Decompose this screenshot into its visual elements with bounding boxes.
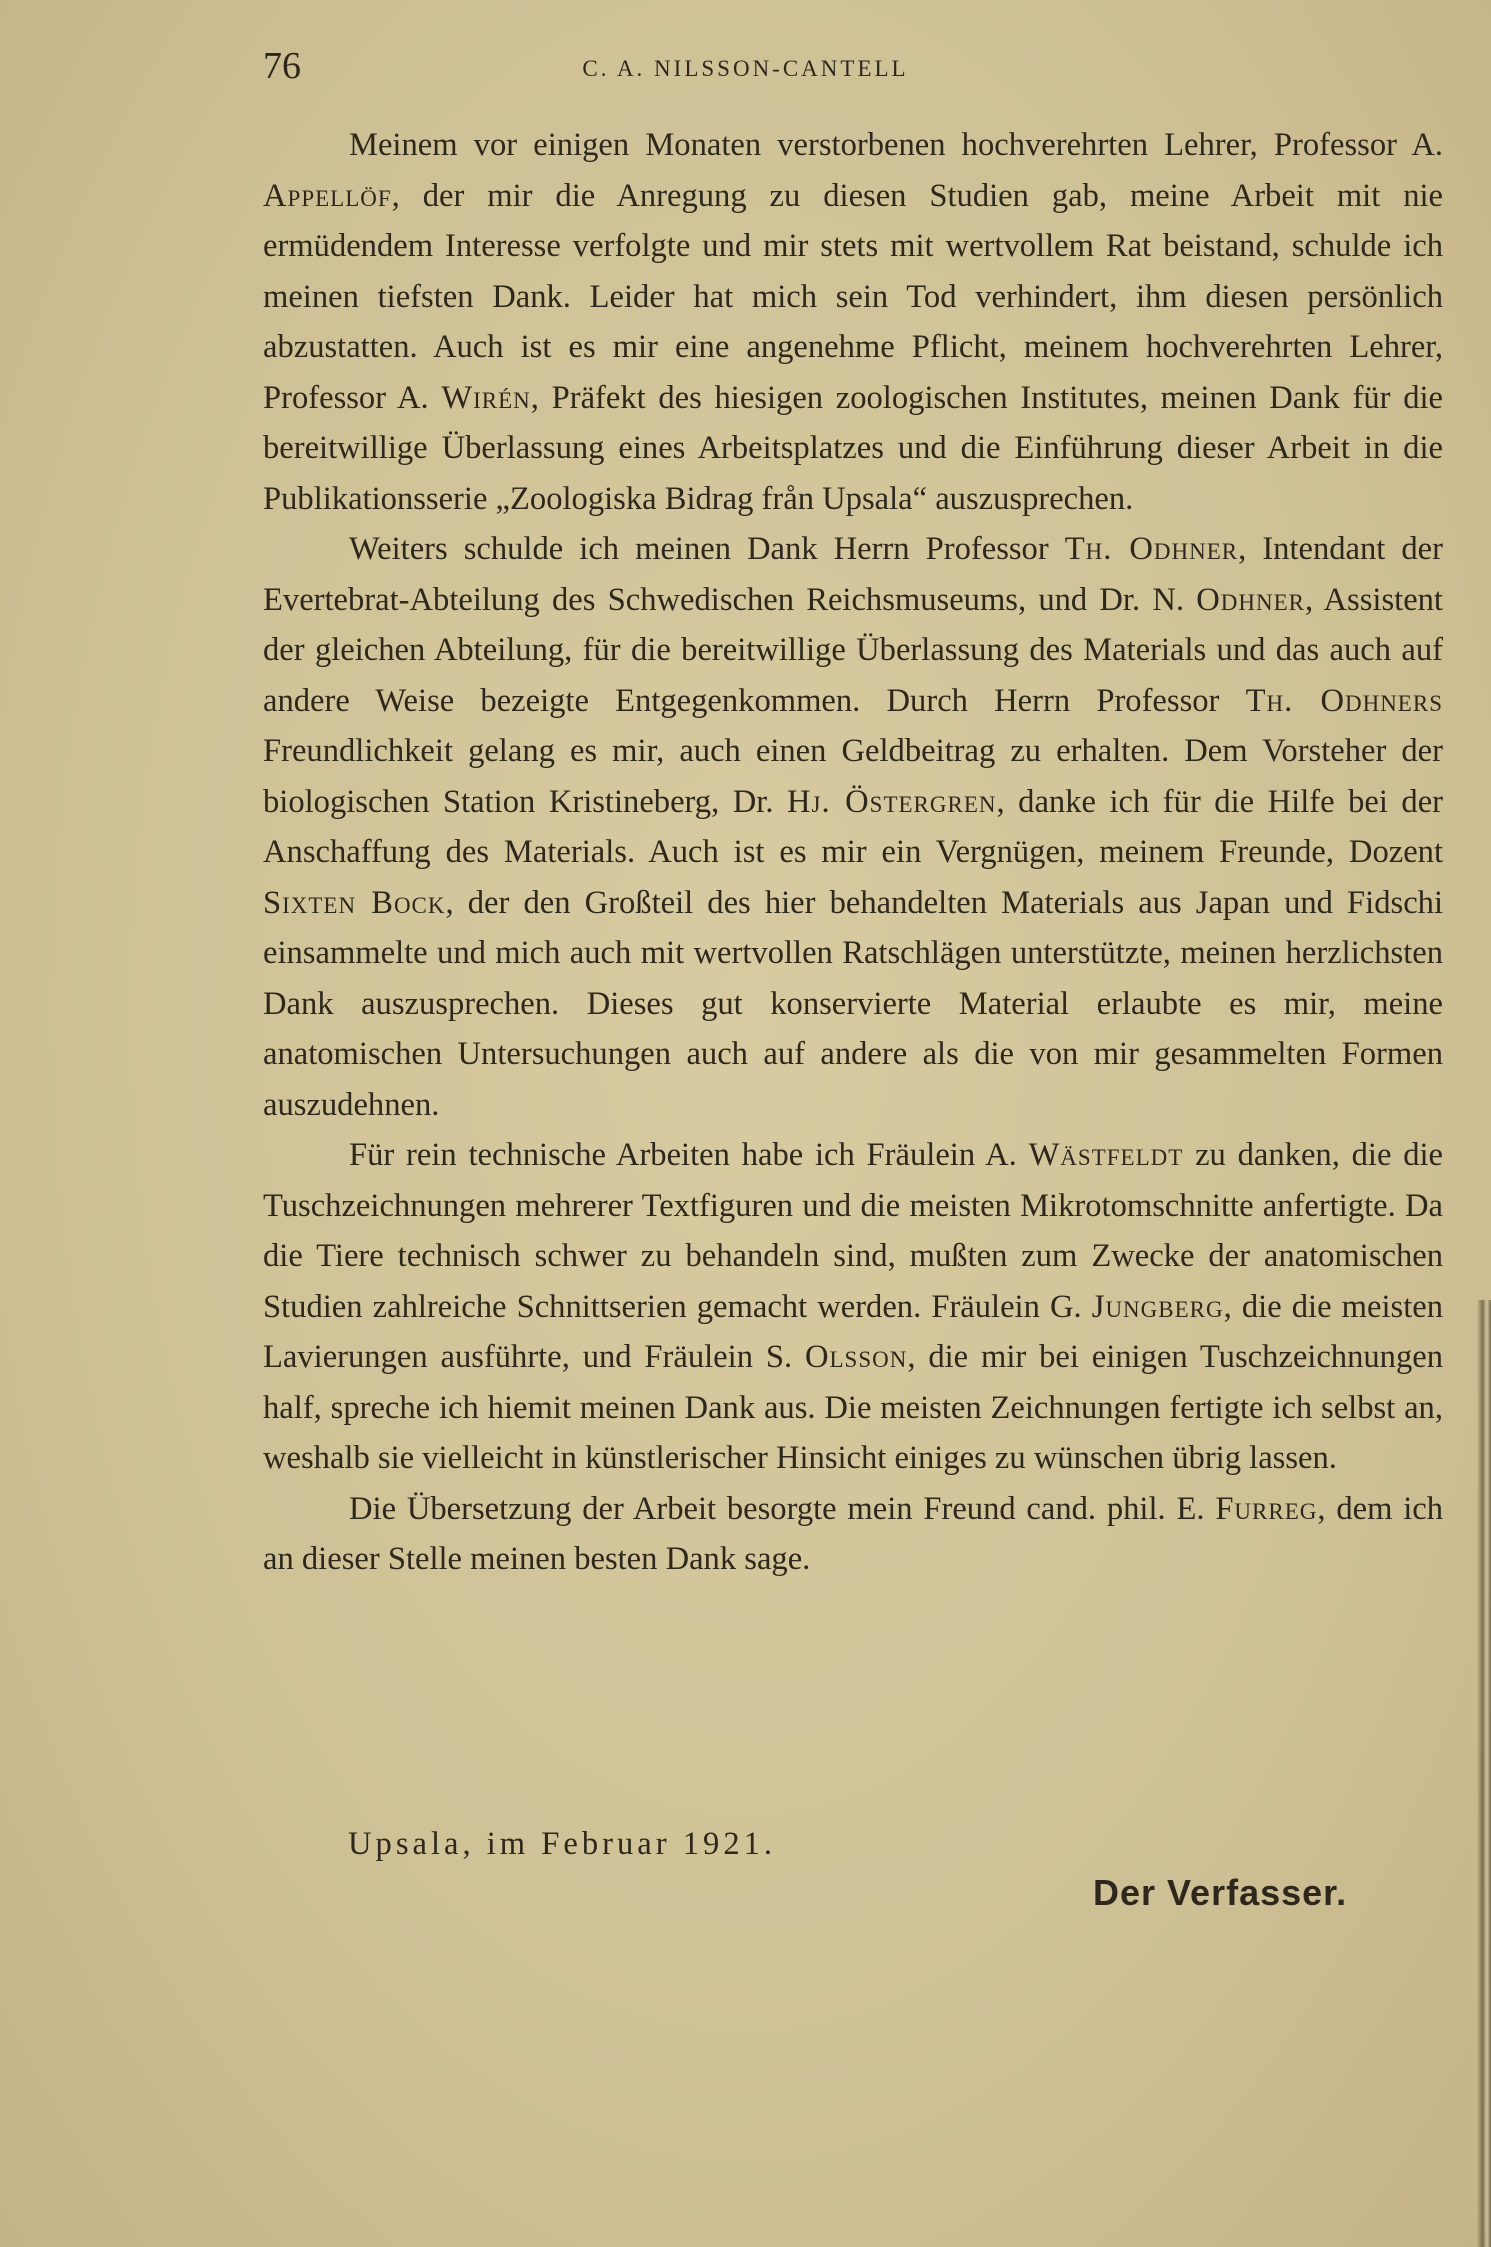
person-name-smallcaps: Sixten Bock — [263, 884, 446, 921]
text-segment: Die Übersetzung der Arbeit besorgte mein Freund cand. phil. E. — [349, 1490, 1216, 1527]
person-name-smallcaps: Jungberg — [1091, 1288, 1224, 1325]
text-segment: , dem ich an dieser Stelle meinen besten Dank sage. — [263, 1490, 1443, 1577]
text-segment: Meinem vor einigen Monaten verstorbenen hochverehrten Lehrer, Professor A. — [349, 127, 1443, 163]
paragraph — [263, 120, 1443, 524]
text-segment: Freundlichkeit gelang es mir, auch einen Geldbeitrag zu erhalten. Dem Vorsteher der biologischen Station Kristineberg, Dr. — [263, 733, 1443, 820]
text-segment: Weiters schulde ich meinen Dank Herrn Professor — [349, 531, 1065, 567]
text-segment: , der mir die Anregung zu diesen Studien gab, meine Arbeit mit nie ermüdendem Interesse verfolgte und mir stets mit wertvollem Rat beistand, schulde ich meinen tiefsten Dank. Leider hat mich sein Tod verhindert, ihm diesen persönlich abzustatten. Auch ist es mir eine angenehme Pflicht, meinem hochverehrten Lehrer, Professor A. — [263, 177, 1443, 416]
text-segment: , die mir bei einigen Tuschzeichnungen half, spreche ich hiemit meinen Dank aus. Die meisten Zeichnungen fertigte ich selbst an, weshalb sie vielleicht in künstlerischer Hinsicht einiges zu wünschen übrig lassen. — [263, 1339, 1443, 1476]
page-edge-shadow — [1477, 1300, 1491, 2247]
author-signature: Der Verfasser. — [1093, 1872, 1348, 1913]
text-segment: , der den Großteil des hier behandelten Materials aus Japan und Fidschi einsammelte und mich auch mit wertvollen Ratschlägen unterstützte, meinen herzlichsten Dank auszusprechen. Dieses gut konservierte Material erlaubte es mir, meine anatomischen Untersuchungen auch auf andere als die von mir gesammelten Formen auszudehnen. — [263, 884, 1443, 1123]
text-segment: , Präfekt des hiesigen zoologischen Institutes, meinen Dank für die bereitwillige Überlassung eines Arbeitsplatzes und die Einführung dieser Arbeit in die Publikationsserie „Zoologiska Bidrag från Upsala“ auszusprechen. — [263, 379, 1443, 517]
text-segment: , Assistent der gleichen Abteilung, für die bereitwillige Überlassung des Materials und das auch auf andere Weise bezeigte Entgegenkommen. Durch Herrn Professor — [263, 581, 1443, 719]
person-name-smallcaps: Wirén — [441, 379, 531, 416]
text-segment: , Intendant der Evertebrat-Abteilung des Schwedischen Reichsmuseums, und Dr. N. — [263, 531, 1443, 618]
place-date-line: Upsala, im Februar 1921. — [348, 1826, 777, 1862]
paragraph — [263, 524, 1443, 1130]
person-name-smallcaps: Hj. Östergren — [787, 783, 997, 820]
page-number: 76 — [263, 45, 301, 87]
person-name-smallcaps: Odhner — [1196, 581, 1305, 618]
paragraph — [263, 1130, 1443, 1484]
paragraph — [263, 1484, 1443, 1585]
text-segment: , die die meisten Lavierungen ausführte, und Fräulein S. — [263, 1288, 1443, 1375]
person-name-smallcaps: Olsson — [804, 1339, 908, 1375]
body-text — [263, 120, 1443, 1585]
person-name-smallcaps: Furreg — [1215, 1490, 1318, 1527]
person-name-smallcaps: Th. Odhner — [1064, 531, 1239, 567]
text-segment: Für rein technische Arbeiten habe ich Fräulein A. — [349, 1137, 1029, 1173]
text-segment: , danke ich für die Hilfe bei der Anschaffung des Materials. Auch ist es mir ein Vergnügen, meinem Freunde, Dozent — [263, 783, 1443, 870]
page-header — [263, 44, 1228, 94]
text-segment: zu danken, die die Tuschzeichnungen mehrerer Textfiguren und die meisten Mikrotomschnitte anfertigte. Da die Tiere technisch schwer zu behandeln sind, mußten zum Zwecke der anatomischen Studien zahlreiche Schnittserien gemacht werden. Fräulein G. — [263, 1137, 1444, 1325]
person-name-smallcaps: Wästfeldt — [1028, 1137, 1184, 1173]
person-name-smallcaps: Th. Odhners — [1245, 682, 1443, 719]
running-head: C. A. NILSSON-CANTELL — [582, 56, 909, 81]
person-name-smallcaps: Appellöf — [263, 177, 392, 214]
